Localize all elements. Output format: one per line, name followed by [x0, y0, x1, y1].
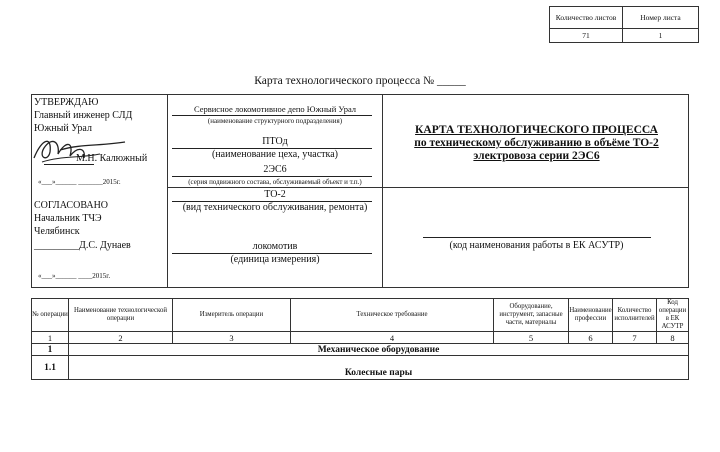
service-caption: (вид технического обслуживания, ремонта): [182, 202, 368, 213]
col-index: 2: [69, 332, 173, 344]
series-name: 2ЭС6: [263, 164, 287, 175]
col-header: Количество исполнителей: [613, 299, 657, 332]
row-number: 1: [32, 344, 69, 356]
approve-title: УТВЕРЖДАЮ: [34, 97, 99, 108]
agree-signer: _________Д.С. Дунаев: [34, 240, 131, 251]
sheets-count-value: 71: [550, 29, 623, 43]
sheets-number-value: 1: [623, 29, 699, 43]
card-subtitle: по техническому обслуживанию в объёме ТО-2: [414, 137, 659, 149]
row-title: Механическое оборудование: [69, 344, 689, 356]
unit-name: локомотив: [252, 241, 298, 252]
col-header: Измеритель операции: [173, 299, 291, 332]
unit-caption: (единица измерения): [230, 254, 320, 265]
col-index: 8: [657, 332, 689, 344]
approve-org: Южный Урал: [34, 123, 92, 134]
card-locomotive: электровоза серии 2ЭС6: [473, 150, 600, 162]
sheets-number-header: Номер листа: [623, 7, 699, 29]
code-caption: (код наименования работы в ЕК АСУТР): [449, 240, 624, 251]
row-number: 1.1: [32, 356, 69, 380]
agree-date: «___»______ ____2015г.: [38, 272, 111, 280]
shop-name: ПТОд: [262, 136, 288, 147]
approve-date: «___»______ _______2015г.: [38, 178, 121, 186]
row-title: Колесные пары: [69, 356, 689, 380]
depot-caption: (наименование структурного подразделения): [207, 117, 343, 125]
service-type: ТО-2: [264, 189, 286, 200]
card-title: КАРТА ТЕХНОЛОГИЧЕСКОГО ПРОЦЕССА: [415, 124, 658, 136]
shop-caption: (наименование цеха, участка): [212, 149, 338, 160]
table-row: [32, 344, 689, 356]
depot-name: Сервисное локомотивное депо Южный Урал: [193, 104, 357, 114]
table-header-row: [32, 299, 689, 332]
agree-position: Начальник ТЧЭ: [34, 213, 102, 224]
sheets-table: [549, 6, 699, 43]
approve-position: Главный инженер СЛД: [34, 110, 133, 121]
col-header: Оборудование, инструмент, запасные части, материалы: [494, 299, 569, 332]
sheets-count-header: Количество листов: [550, 7, 623, 29]
operations-table: [31, 298, 689, 380]
approve-signer: М.Н. Калюжный: [76, 153, 148, 164]
agree-title: СОГЛАСОВАНО: [34, 200, 109, 211]
col-header: Техническое требование: [291, 299, 494, 332]
col-header: № операции: [32, 299, 69, 332]
col-index: 4: [291, 332, 494, 344]
agree-org: Челябинск: [34, 226, 80, 237]
col-header: Наименование технологической операции: [69, 299, 173, 332]
series-caption: (серия подвижного состава, обслуживаемый объект и т.п.): [188, 178, 362, 186]
col-index: 6: [569, 332, 613, 344]
col-header: Наименование профессии: [569, 299, 613, 332]
document-title: Карта технологического процесса № _____: [254, 75, 466, 87]
col-index: 1: [32, 332, 69, 344]
col-index: 3: [173, 332, 291, 344]
column-index-row: [32, 332, 689, 344]
table-row: [32, 356, 689, 380]
col-index: 5: [494, 332, 569, 344]
col-index: 7: [613, 332, 657, 344]
col-header: Код операции в ЕК АСУТР: [657, 299, 689, 332]
